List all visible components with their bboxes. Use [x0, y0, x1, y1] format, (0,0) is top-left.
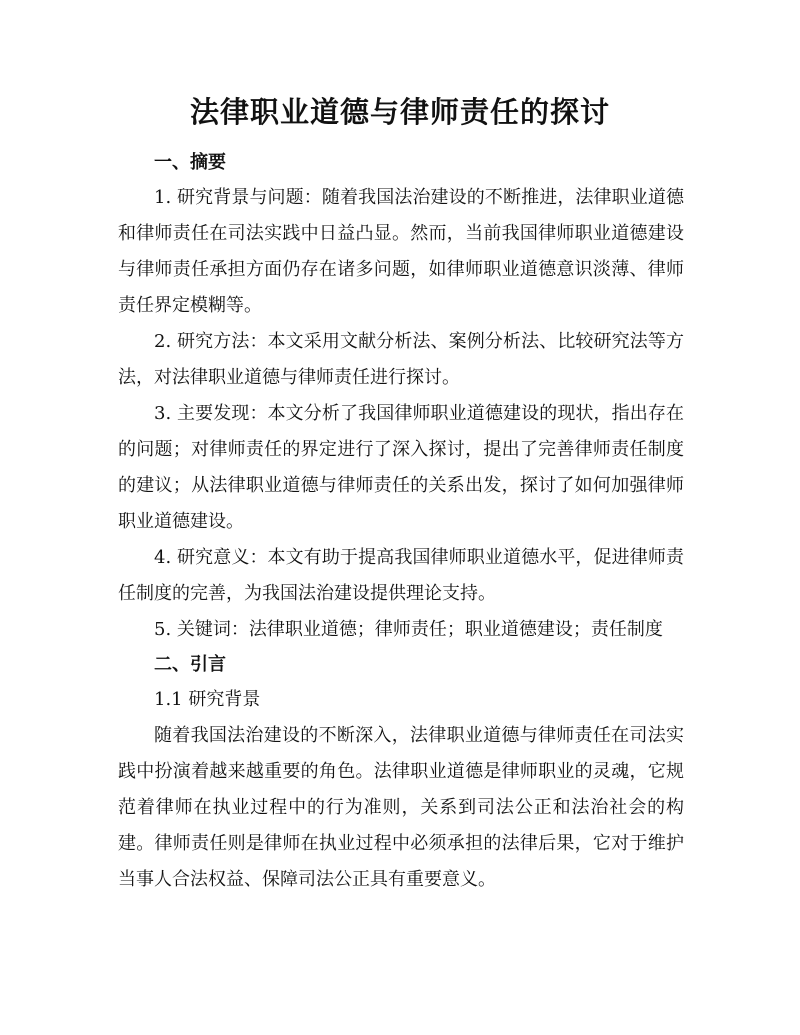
section-heading-introduction: 二、引言: [154, 654, 226, 675]
section-heading-abstract: 一、摘要: [154, 152, 226, 173]
abstract-item-findings: 3. 主要发现：本文分析了我国律师职业道德建设的现状，指出存在的问题；对律师责任的界定进行了深入探讨，提出了完善律师责任制度的建议；从法律职业道德与律师责任的关系出发，探讨了如何加强律师职业道德建设。: [118, 403, 684, 532]
abstract-item-background: 1. 研究背景与问题：随着我国法治建设的不断推进，法律职业道德和律师责任在司法实践中日益凸显。然而，当前我国律师职业道德建设与律师责任承担方面仍存在诸多问题，如律师职业道德意识淡薄、律师责任界定模糊等。: [118, 187, 684, 316]
abstract-item-keywords: 5. 关键词：法律职业道德；律师责任；职业道德建设；责任制度: [154, 619, 663, 640]
document-title: 法律职业道德与律师责任的探讨: [189, 95, 610, 129]
subsection-heading-background: 1.1 研究背景: [154, 689, 261, 710]
document-body: [118, 146, 684, 898]
abstract-item-significance: 4. 研究意义：本文有助于提高我国律师职业道德水平，促进律师责任制度的完善，为我国法治建设提供理论支持。: [118, 547, 684, 604]
abstract-item-methods: 2. 研究方法：本文采用文献分析法、案例分析法、比较研究法等方法，对法律职业道德与律师责任进行探讨。: [118, 331, 684, 388]
introduction-paragraph: 随着我国法治建设的不断深入，法律职业道德与律师责任在司法实践中扮演着越来越重要的角色。法律职业道德是律师职业的灵魂，它规范着律师在执业过程中的行为准则，关系到司法公正和法治社会的构建。律师责任则是律师在执业过程中必须承担的法律后果，它对于维护当事人合法权益、保障司法公正具有重要意义。: [118, 725, 684, 890]
